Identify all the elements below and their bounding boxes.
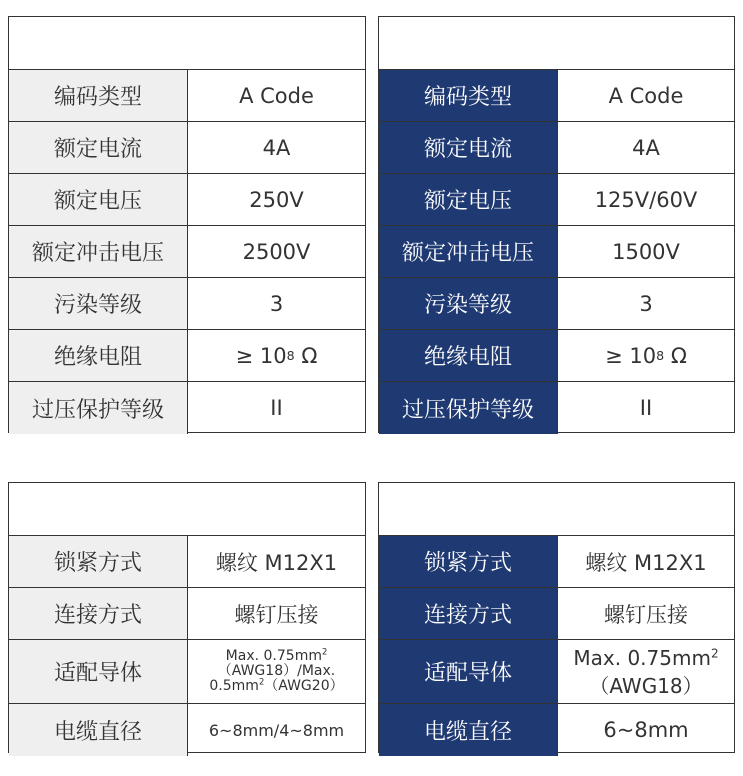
value-text: Max. 0.75mm: [225, 648, 322, 664]
value-text: （AWG18）: [589, 673, 703, 698]
table-row: [9, 278, 365, 330]
row-label-insulation-resistance: 绝缘电阻: [9, 330, 188, 381]
table-header: [379, 483, 734, 536]
table-row: [9, 122, 365, 174]
row-value-overvoltage-category: II: [270, 396, 283, 420]
row-label-code-type: 编码类型: [9, 70, 188, 121]
row-label-impulse-voltage: 额定冲击电压: [379, 226, 558, 277]
table-row: [379, 70, 734, 122]
row-value-conductor: [188, 640, 365, 703]
table-row: [9, 536, 365, 588]
row-label-conductor: 适配导体: [9, 640, 188, 703]
value-superscript: 2: [710, 645, 719, 660]
value-superscript: 2: [258, 676, 265, 687]
row-label-connection-method: 连接方式: [379, 588, 558, 639]
table-header: [9, 17, 365, 70]
row-value-impulse-voltage: 2500V: [242, 239, 311, 264]
row-value-rated-voltage: 125V/60V: [594, 187, 698, 212]
row-value-overvoltage-category: II: [639, 396, 653, 420]
row-label-conductor: 适配导体: [379, 640, 558, 703]
table-row: [379, 174, 734, 226]
row-label-rated-current: 额定电流: [9, 122, 188, 173]
row-value-connection-method: 螺钉压接: [234, 602, 319, 627]
table-row: [379, 122, 734, 174]
row-label-rated-voltage: 额定电压: [9, 174, 188, 225]
row-value-cable-diameter: 6~8mm/4~8mm: [208, 720, 345, 740]
table-row: [9, 588, 365, 640]
table-row: [9, 174, 365, 226]
row-label-insulation-resistance: 绝缘电阻: [379, 330, 558, 381]
row-label-cable-diameter: 电缆直径: [9, 704, 188, 756]
value-text: Max. 0.75mm: [573, 645, 711, 670]
value-text: Ω: [664, 343, 687, 368]
row-value-rated-current: 4A: [632, 135, 660, 160]
row-value-cable-diameter: 6~8mm: [603, 718, 689, 742]
table-row: [379, 278, 734, 330]
row-label-overvoltage-category: 过压保护等级: [9, 382, 188, 434]
table-row: [379, 226, 734, 278]
table-row: [9, 640, 365, 704]
row-label-locking-method: 锁紧方式: [9, 536, 188, 587]
row-value-pollution-degree: 3: [269, 291, 284, 316]
value-text: ≥ 10: [235, 343, 287, 368]
row-value-locking-method: 螺纹 M12X1: [215, 550, 338, 575]
table-row: [379, 330, 734, 382]
row-label-cable-diameter: 电缆直径: [379, 704, 558, 756]
row-label-rated-voltage: 额定电压: [379, 174, 558, 225]
row-label-rated-current: 额定电流: [379, 122, 558, 173]
table-row: [379, 382, 734, 434]
spec-table-bottom-left: [8, 482, 366, 753]
row-value-locking-method: 螺纹 M12X1: [585, 550, 707, 575]
value-text: Ω: [294, 343, 318, 368]
row-value-rated-current: 4A: [262, 135, 291, 160]
table-row: [379, 536, 734, 588]
row-label-connection-method: 连接方式: [9, 588, 188, 639]
row-value-code-type: A Code: [239, 83, 314, 108]
table-row: [379, 704, 734, 756]
row-value-insulation-resistance: ≥ 10 8 Ω: [605, 343, 687, 368]
value-text: ≥ 10: [605, 343, 657, 368]
row-value-connection-method: 螺钉压接: [604, 602, 688, 627]
row-value-insulation-resistance: ≥ 10 8 Ω: [235, 343, 318, 368]
table-header: [379, 17, 734, 70]
table-row: [9, 70, 365, 122]
row-label-overvoltage-category: 过压保护等级: [379, 382, 558, 434]
row-value-pollution-degree: 3: [639, 291, 653, 316]
row-value-code-type: A Code: [608, 83, 684, 108]
value-superscript: 2: [321, 646, 328, 657]
row-label-pollution-degree: 污染等级: [379, 278, 558, 329]
row-label-impulse-voltage: 额定冲击电压: [9, 226, 188, 277]
row-value-impulse-voltage: 1500V: [612, 239, 680, 264]
row-label-code-type: 编码类型: [379, 70, 558, 121]
table-row: [9, 226, 365, 278]
table-row: [379, 588, 734, 640]
spec-table-top-left: [8, 16, 366, 433]
spec-table-bottom-right: [378, 482, 735, 753]
table-row: [379, 640, 734, 704]
value-text: （AWG18）/Max. 0.5mm: [209, 663, 336, 694]
spec-table-top-right: [378, 16, 735, 433]
table-row: [9, 330, 365, 382]
table-row: [9, 382, 365, 434]
value-text: （AWG20）: [264, 678, 344, 694]
row-value-rated-voltage: 250V: [249, 187, 304, 212]
row-label-pollution-degree: 污染等级: [9, 278, 188, 329]
row-value-conductor: [558, 640, 734, 703]
row-label-locking-method: 锁紧方式: [379, 536, 558, 587]
table-header: [9, 483, 365, 536]
table-row: [9, 704, 365, 756]
